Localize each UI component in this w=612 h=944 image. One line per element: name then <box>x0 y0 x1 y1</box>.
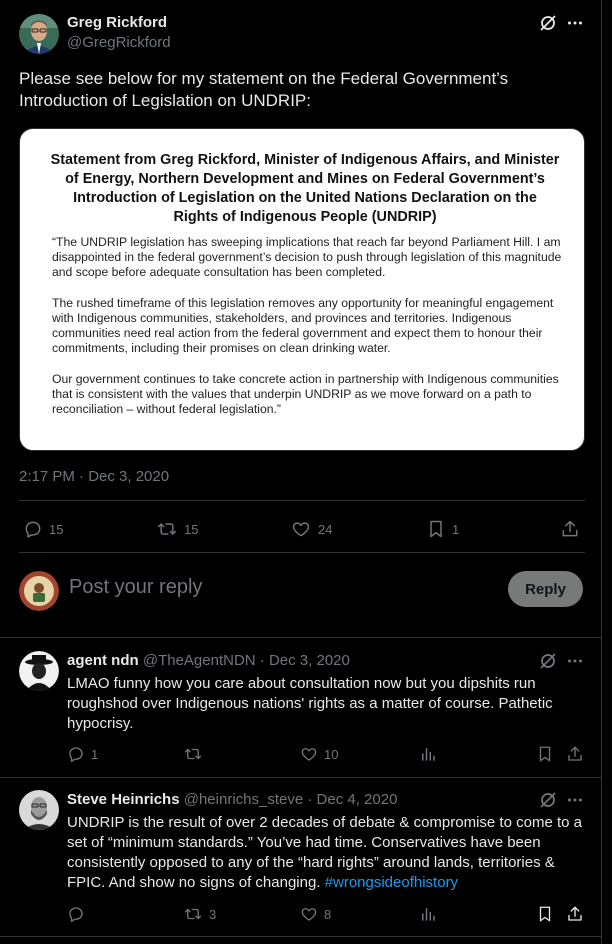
like-count: 10 <box>324 746 339 762</box>
statement-paragraph: “The UNDRIP legislation has sweeping implications that reach far beyond Parliament Hill. I am disappointed in the federal government’s decision to push through legislation of this magnitude and scope before adequate consultation has been completed. <box>52 235 562 279</box>
like-icon <box>300 745 318 763</box>
like-icon <box>290 519 312 539</box>
divider <box>19 500 585 501</box>
reply-text-body: UNDRIP is the result of over 2 decades of debate & compromise to come to a set of “minimum standards.” You’ve had time. Conservatives have been consistently opposed to any of the “hard rights” around lands, territories & FPIC. And show no signs of changing. <box>67 814 582 891</box>
bookmark-count: 1 <box>452 521 460 537</box>
reply-count: 1 <box>91 746 99 762</box>
like-button[interactable] <box>300 745 338 763</box>
repost-button[interactable] <box>156 519 198 539</box>
like-count: 8 <box>324 906 332 922</box>
views-button[interactable] <box>419 905 437 923</box>
grok-icon[interactable] <box>539 14 557 32</box>
share-button[interactable] <box>566 745 584 763</box>
author-name[interactable]: Greg Rickford <box>67 14 168 31</box>
repost-icon <box>183 905 203 923</box>
reply-text <box>67 813 587 893</box>
statement-image[interactable] <box>19 128 585 451</box>
divider <box>0 777 602 778</box>
reply-icon <box>67 745 85 763</box>
like-icon <box>300 905 318 923</box>
reply-header <box>67 791 397 808</box>
reply-date[interactable]: · Dec 3, 2020 <box>259 652 350 669</box>
avatar[interactable] <box>19 651 59 691</box>
reply-input[interactable]: Post your reply <box>69 576 203 598</box>
avatar[interactable] <box>19 790 59 830</box>
views-button[interactable] <box>419 745 437 763</box>
reply-icon <box>67 905 85 923</box>
bookmark-icon <box>536 905 554 923</box>
like-count: 24 <box>318 521 333 537</box>
reply-button[interactable] <box>67 745 98 763</box>
grok-icon[interactable] <box>539 791 557 809</box>
share-icon <box>560 519 580 539</box>
bookmark-icon <box>536 745 554 763</box>
more-icon[interactable] <box>566 791 584 809</box>
bookmark-button[interactable] <box>536 905 554 923</box>
share-button[interactable] <box>560 519 580 539</box>
reply-icon <box>23 519 43 539</box>
reply-count: 15 <box>49 521 64 537</box>
reply-author-handle[interactable]: @heinrichs_steve <box>183 791 304 808</box>
reply-author-name[interactable]: Steve Heinrichs <box>67 791 180 808</box>
divider <box>0 637 602 638</box>
reply-button[interactable] <box>67 905 85 923</box>
repost-icon <box>156 519 178 539</box>
repost-button[interactable] <box>183 905 216 923</box>
more-icon[interactable] <box>566 652 584 670</box>
tweet-text: Please see below for my statement on the Federal Government’s Introduction of Legislation on UNDRIP: <box>19 69 509 110</box>
divider <box>0 936 602 937</box>
reply-author-name[interactable]: agent ndn <box>67 652 139 669</box>
reply-submit-button[interactable]: Reply <box>508 571 583 607</box>
statement-paragraph: Our government continues to take concrete action in partnership with Indigenous communities that is consistent with the values that underpin UNDRIP as we move forward on a path to reconciliation – without federal legislation.” <box>52 372 559 416</box>
repost-count: 3 <box>209 906 217 922</box>
share-icon <box>566 905 584 923</box>
views-icon <box>419 905 437 923</box>
share-icon <box>566 745 584 763</box>
more-icon[interactable] <box>566 14 584 32</box>
reply-author-handle[interactable]: @TheAgentNDN <box>142 652 256 669</box>
reply-date[interactable]: · Dec 4, 2020 <box>307 791 398 808</box>
share-button[interactable] <box>566 905 584 923</box>
tweet-timestamp[interactable]: 2:17 PM · Dec 3, 2020 <box>19 468 170 485</box>
my-avatar[interactable] <box>19 571 59 611</box>
bookmark-button[interactable] <box>536 745 554 763</box>
author-handle[interactable]: @GregRickford <box>67 34 171 51</box>
divider <box>19 552 585 553</box>
grok-icon[interactable] <box>539 652 557 670</box>
reply-button[interactable] <box>23 519 63 539</box>
statement-paragraph: The rushed timeframe of this legislation removes any opportunity for meaningful engagement with Indigenous communities, stakeholders, and provinces and territories. Indigenous communities need real action from the federal government and expect them to honour their commitments, including their promises on clean drinking water. <box>52 296 554 355</box>
bookmark-icon <box>426 519 446 539</box>
like-button[interactable] <box>300 905 331 923</box>
like-button[interactable] <box>290 519 332 539</box>
views-icon <box>419 745 437 763</box>
reply-text: LMAO funny how you care about consultation now but you dipshits run roughshod over Indigenous nations' rights as a matter of course. Pathetic hypocrisy. <box>67 675 553 732</box>
statement-title: Statement from Greg Rickford, Minister of Indigenous Affairs, and Minister of Energy, Northern Development and Mines on Federal Government’s Introduction of Legislation on the United Nations Declaration on the Rights of Indigenous People (UNDRIP) <box>50 152 560 225</box>
hashtag-link[interactable]: #wrongsideofhistory <box>324 874 459 891</box>
repost-icon <box>183 745 203 763</box>
repost-button[interactable] <box>183 745 203 763</box>
repost-count: 15 <box>184 521 199 537</box>
avatar[interactable] <box>19 14 59 54</box>
reply-header <box>67 652 350 669</box>
bookmark-button[interactable] <box>426 519 459 539</box>
